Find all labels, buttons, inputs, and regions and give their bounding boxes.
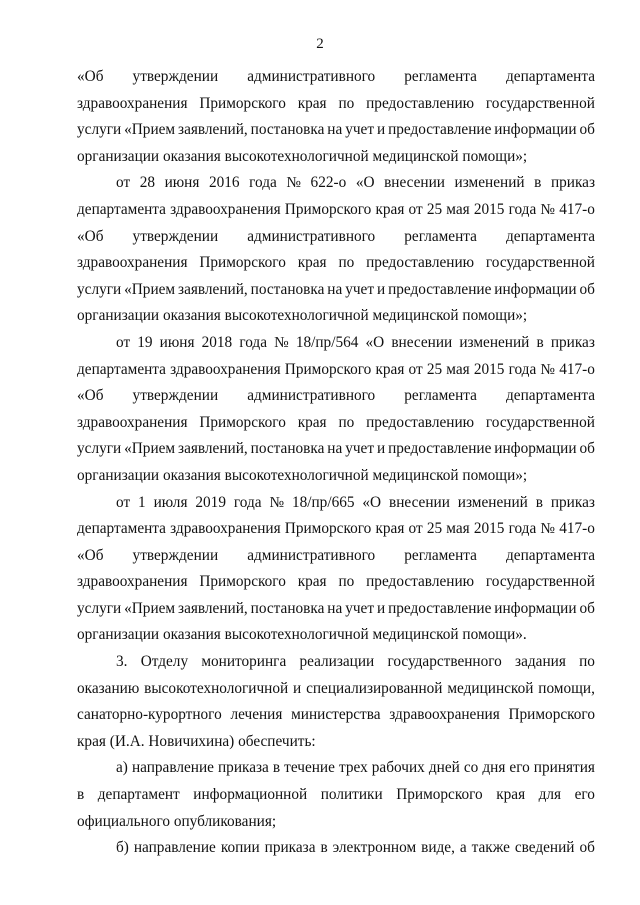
word: в: [77, 786, 85, 804]
word: постановка: [250, 599, 325, 617]
word: края: [375, 360, 405, 378]
word: мая: [446, 200, 470, 218]
word: дней: [428, 759, 460, 777]
word: дня: [482, 759, 506, 777]
word: в: [536, 333, 544, 351]
word: 2018: [201, 333, 233, 351]
word: лечения: [230, 706, 283, 724]
word: Приморского: [284, 360, 372, 378]
word: государственной: [485, 413, 595, 431]
word: здравоохранения: [77, 413, 188, 431]
word: об: [579, 280, 595, 298]
text-line: организации оказания высокотехнологичной медицинской помощи».: [77, 626, 527, 644]
word: услуги: [77, 121, 122, 139]
word: регламента: [404, 227, 477, 245]
word: года: [508, 520, 537, 538]
word: копии: [220, 839, 260, 857]
word: и: [376, 599, 386, 617]
paragraph: [77, 330, 595, 490]
text-line: [77, 569, 595, 596]
word: учет: [345, 440, 375, 458]
word: на: [327, 121, 343, 139]
word: Приморского: [199, 94, 286, 112]
word: регламента: [404, 546, 477, 564]
word: информации: [494, 121, 577, 139]
text-line: [77, 383, 595, 410]
word: края: [375, 200, 405, 218]
word: услуги: [77, 599, 122, 617]
text-line: официального опубликования;: [77, 812, 277, 830]
word: заявлений,: [178, 440, 248, 458]
word: 2016: [208, 174, 240, 192]
word: учет: [345, 121, 375, 139]
word: июля: [153, 493, 188, 511]
word: внесении: [391, 333, 453, 351]
word: утверждении: [132, 546, 219, 564]
paragraph: [77, 170, 595, 330]
word: информации: [494, 599, 577, 617]
word: заявлений,: [178, 599, 248, 617]
text-line: [77, 410, 595, 437]
word: 19: [137, 333, 153, 351]
word: 2015: [473, 360, 505, 378]
text-line: [77, 436, 595, 463]
word: заявлений,: [178, 280, 248, 298]
word: по: [338, 573, 355, 591]
word: «Об: [77, 387, 104, 405]
word: 417-о: [559, 360, 595, 378]
word: департамента: [506, 68, 595, 85]
word: Приморского: [199, 573, 286, 591]
word: «Прием: [124, 440, 176, 458]
text-line: [77, 64, 595, 91]
word: края: [496, 786, 526, 804]
page-number: 2: [316, 36, 324, 52]
word: края: [297, 254, 327, 272]
text-line: [77, 224, 595, 251]
word: а): [116, 759, 128, 777]
word: изменений: [459, 333, 530, 351]
text-line: [77, 782, 595, 809]
word: мониторинга: [201, 653, 287, 671]
text-line: [77, 596, 595, 623]
text-line: организации оказания высокотехнологичной медицинской помощи»;: [77, 147, 528, 165]
word: по: [338, 94, 355, 112]
word: от: [116, 333, 131, 351]
word: об: [579, 599, 595, 617]
word: в: [320, 839, 328, 857]
word: приказа: [218, 759, 269, 777]
paragraph: [77, 755, 595, 835]
text-line: [77, 277, 595, 304]
word: рабочих: [371, 759, 425, 777]
word: Отделу: [140, 653, 189, 671]
paragraph: [77, 490, 595, 650]
word: 18/пр/665: [291, 493, 355, 511]
word: приказа: [264, 839, 316, 857]
word: об: [579, 121, 595, 139]
word: здравоохранения: [77, 94, 188, 112]
word: здравоохранения: [170, 520, 281, 538]
text-line: [77, 490, 595, 517]
word: предоставлению: [366, 573, 475, 591]
word: помощи,: [538, 679, 595, 697]
word: Приморского: [508, 706, 595, 724]
word: 3.: [116, 653, 128, 671]
word: «О: [365, 333, 385, 351]
word: 25: [426, 200, 443, 218]
word: государственной: [485, 573, 595, 591]
word: виде,: [421, 839, 455, 857]
word: задания: [515, 653, 566, 671]
word: оказанию: [77, 679, 140, 697]
word: края: [297, 573, 327, 591]
word: в: [535, 493, 543, 511]
word: постановка: [250, 440, 325, 458]
word: административного: [247, 68, 376, 85]
word: направление: [133, 839, 216, 857]
word: медицинской: [447, 679, 534, 697]
word: государственной: [485, 254, 595, 272]
text-line: [77, 676, 595, 703]
word: также: [471, 839, 510, 857]
paragraph: [77, 835, 595, 862]
word: предоставлению: [366, 413, 475, 431]
word: утверждении: [132, 387, 219, 405]
text-line: [77, 250, 595, 277]
word: на: [327, 440, 343, 458]
word: 25: [426, 360, 443, 378]
word: информации: [494, 440, 577, 458]
word: департамента: [77, 200, 166, 218]
word: от: [116, 174, 131, 192]
word: реализации: [299, 653, 375, 671]
word: 25: [426, 520, 443, 538]
word: департамента: [506, 546, 595, 564]
word: «О: [362, 493, 382, 511]
word: по: [579, 653, 595, 671]
word: постановка: [250, 280, 325, 298]
word: электронном: [332, 839, 417, 857]
word: года: [508, 360, 537, 378]
word: услуги: [77, 440, 122, 458]
word: департамент: [97, 786, 180, 804]
word: учет: [345, 599, 375, 617]
word: департамента: [77, 520, 166, 538]
word: в: [534, 174, 542, 192]
word: специализированной: [306, 679, 443, 697]
word: от: [116, 493, 131, 511]
word: года: [239, 333, 267, 351]
word: об: [579, 839, 595, 857]
word: №: [269, 493, 285, 511]
word: мая: [446, 520, 470, 538]
text-line: [77, 516, 595, 543]
word: регламента: [404, 68, 477, 85]
word: предоставлению: [366, 94, 475, 112]
word: услуги: [77, 280, 122, 298]
word: «Об: [77, 227, 104, 245]
word: внесении: [384, 174, 445, 192]
word: политики: [320, 786, 383, 804]
word: для: [538, 786, 562, 804]
word: от: [408, 200, 423, 218]
word: предоставление: [388, 440, 492, 458]
word: предоставление: [388, 599, 492, 617]
word: от: [408, 520, 423, 538]
word: края: [375, 520, 405, 538]
word: административного: [247, 387, 376, 405]
word: департамента: [506, 227, 595, 245]
word: и: [293, 679, 302, 697]
text-line: [77, 170, 595, 197]
word: на: [327, 599, 343, 617]
word: по: [338, 413, 355, 431]
word: и: [376, 121, 386, 139]
word: приказ: [550, 174, 595, 192]
word: №: [540, 200, 556, 218]
word: постановка: [250, 121, 325, 139]
word: Приморского: [199, 413, 286, 431]
word: приказ: [550, 493, 595, 511]
text-line: [77, 702, 595, 729]
word: принятия: [533, 759, 595, 777]
text-line: [77, 357, 595, 384]
word: а: [459, 839, 467, 857]
paragraph: [77, 649, 595, 755]
text-line: [77, 543, 595, 570]
text-line: [77, 649, 595, 676]
paragraph: [77, 64, 595, 170]
word: внесении: [389, 493, 450, 511]
word: №: [540, 520, 556, 538]
text-line: [77, 330, 595, 357]
word: и: [376, 280, 386, 298]
text-line: организации оказания высокотехнологичной медицинской помощи»;: [77, 307, 528, 325]
word: в: [272, 759, 281, 777]
word: приказ: [550, 333, 595, 351]
word: Приморского: [199, 254, 286, 272]
text-line: [77, 91, 595, 118]
word: изменений: [457, 493, 528, 511]
text-line: [77, 835, 595, 862]
word: предоставление: [388, 280, 492, 298]
word: департамента: [506, 387, 595, 405]
word: его: [574, 786, 595, 804]
word: учет: [345, 280, 375, 298]
word: края: [297, 413, 327, 431]
word: государственной: [485, 94, 595, 112]
word: «Об: [77, 68, 104, 85]
word: информационной: [193, 786, 308, 804]
word: №: [540, 360, 556, 378]
word: санаторно-курортного: [77, 706, 222, 724]
text-line: [77, 117, 595, 144]
word: Приморского: [396, 786, 483, 804]
word: информации: [494, 280, 577, 298]
word: по: [338, 254, 355, 272]
word: года: [249, 174, 277, 192]
word: здравоохранения: [170, 360, 281, 378]
word: здравоохранения: [77, 254, 188, 272]
word: течение: [284, 759, 335, 777]
word: «Прием: [124, 280, 176, 298]
word: здравоохранения: [170, 200, 281, 218]
word: мая: [446, 360, 470, 378]
document-body: [77, 64, 595, 862]
word: утверждении: [132, 68, 219, 85]
word: 28: [139, 174, 155, 192]
word: здравоохранения: [77, 573, 188, 591]
word: трех: [338, 759, 368, 777]
word: департамента: [77, 360, 166, 378]
word: государственного: [387, 653, 502, 671]
word: 1: [138, 493, 146, 511]
word: Приморского: [284, 520, 372, 538]
word: 2019: [195, 493, 226, 511]
word: 2015: [473, 200, 505, 218]
word: регламента: [404, 387, 477, 405]
word: заявлений,: [178, 121, 248, 139]
word: направление: [131, 759, 214, 777]
word: его: [509, 759, 530, 777]
word: июня: [164, 174, 200, 192]
word: изменений: [454, 174, 525, 192]
word: высокотехнологичной: [144, 679, 289, 697]
text-line: края (И.А. Новичихина) обеспечить:: [77, 732, 316, 750]
word: 622-о: [310, 174, 347, 192]
text-line: организации оказания высокотехнологичной медицинской помощи»;: [77, 466, 528, 484]
word: предоставление: [388, 121, 492, 139]
word: края: [297, 94, 327, 112]
word: «Об: [77, 546, 104, 564]
word: предоставлению: [366, 254, 475, 272]
word: 18/пр/564: [295, 333, 359, 351]
word: июня: [159, 333, 195, 351]
word: об: [579, 440, 595, 458]
word: 417-о: [559, 200, 595, 218]
text-line: [77, 755, 595, 782]
word: №: [274, 333, 289, 351]
word: 2015: [473, 520, 505, 538]
word: №: [286, 174, 301, 192]
text-line: [77, 197, 595, 224]
word: сведений: [514, 839, 575, 857]
word: административного: [247, 227, 376, 245]
word: б): [116, 839, 129, 857]
word: со: [463, 759, 479, 777]
word: «Прием: [124, 599, 176, 617]
word: года: [508, 200, 537, 218]
word: Приморского: [284, 200, 372, 218]
word: года: [233, 493, 262, 511]
word: от: [408, 360, 423, 378]
word: утверждении: [132, 227, 219, 245]
word: и: [376, 440, 386, 458]
word: административного: [247, 546, 376, 564]
word: здравоохранения: [389, 706, 500, 724]
word: «Прием: [124, 121, 176, 139]
word: «О: [355, 174, 375, 192]
word: 417-о: [559, 520, 595, 538]
word: министерства: [291, 706, 381, 724]
word: на: [327, 280, 343, 298]
